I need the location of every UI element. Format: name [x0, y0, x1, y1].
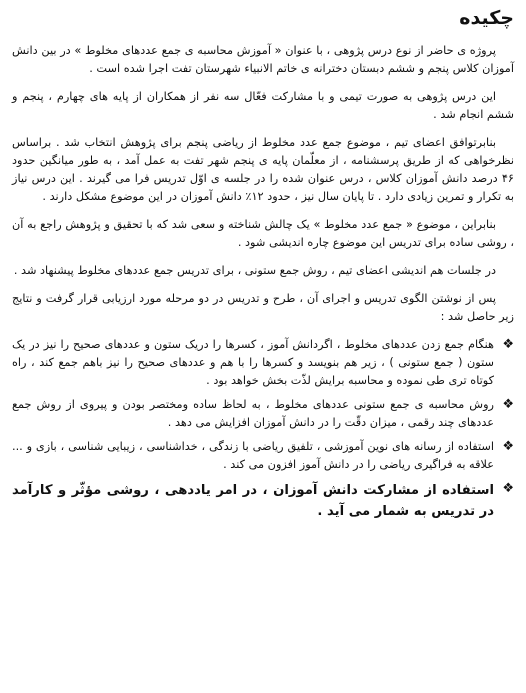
list-item [12, 396, 514, 432]
paragraph-team: این درس پژوهی به صورت تیمی و با مشارکت فعّال سه نفر از همکاران از پایه های چهارم ، پنجم و ششم انجام شد . [12, 90, 514, 121]
diamond-bullet-icon: ❖ [502, 481, 514, 496]
list-item [12, 336, 514, 390]
results-list [12, 336, 514, 522]
diamond-bullet-icon: ❖ [502, 337, 514, 352]
list-item [12, 480, 514, 522]
list-item-text: روش محاسبه ی جمع ستونی عددهای مخلوط ، به لحاظ ساده ومختصر بودن و پیروی از روش جمع عددهای چند رقمی ، میزان دقّت را در دانش آموزان افزایش می دهد . [12, 398, 494, 429]
paragraph-intro: پروژه ی حاضر از نوع درس پژوهی ، با عنوان « آموزش محاسبه ی جمع عددهای مخلوط » در بین دانش آموزان کلاس پنجم و ششم دبستان دخترانه ی خاتم الانبیاء شهرستان تفت اجرا شده است . [12, 44, 514, 75]
paragraph-topic: بنابرتوافق اعضای تیم ، موضوع جمع عدد مخلوط از ریاضی پنجم برای پژوهش انتخاب شد . براساس نظرخواهی که از طریق پرسشنامه ، از معلّمان پایه ی پنجم شهر تفت به عمل آمد ، به طور میانگین حدود ۴۶ درصد دانش آموزان کلاس ، درس عنوان شده را در جلسه ی اوّل تدریس فرا می گیرند . این درس نیاز به تکرار و تمرین زیادی دارد . تا پایان سال نیز ، حدود ۱۲٪ دانش آموزان در این موضوع مشکل دارند . [12, 136, 514, 203]
list-item-text: هنگام جمع زدن عددهای مخلوط ، اگردانش آموز ، کسرها را دریک ستون و عددهای صحیح را نیز در یک ستون ( جمع ستونی ) ، زیر هم بنویسد و کسرها را با هم و عددهای صحیح را نیز باهم جمع کند ، راه کوتاه تری طی نموده و محاسبه برایش لذّت بخش خواهد بود . [12, 338, 494, 387]
diamond-bullet-icon: ❖ [502, 439, 514, 454]
paragraph-challenge: بنابراین ، موضوع « جمع عدد مخلوط » یک چالش شناخته و سعی شد که با تحقیق و پژوهش راجع به آن ، روشی ساده برای تدریس این موضوع چاره اندیشی شود . [12, 218, 514, 249]
page-title: چکیده [459, 7, 514, 29]
abstract-page [12, 6, 514, 528]
list-item-text: استفاده از مشارکت دانش آموزان ، در امر یاددهی ، روشی مؤثّر و کارآمد در تدریس به شمار می آید . [12, 483, 494, 519]
list-item [12, 438, 514, 474]
diamond-bullet-icon: ❖ [502, 397, 514, 412]
paragraph-results-intro: پس از نوشتن الگوی تدریس و اجرای آن ، طرح و تدریس در دو مرحله مورد ارزیابی قرار گرفت و نتایج زیر حاصل شد : [12, 292, 514, 323]
paragraph-method: در جلسات هم اندیشی اعضای تیم ، روش جمع ستونی ، برای تدریس جمع عددهای مخلوط پیشنهاد شد . [13, 264, 496, 277]
list-item-text: استفاده از رسانه های نوین آموزشی ، تلفیق ریاضی با زندگی ، خداشناسی ، زیبایی شناسی ، بازی و ... علاقه به فراگیری ریاضی را در دانش آموز افزون می کند . [12, 440, 494, 471]
